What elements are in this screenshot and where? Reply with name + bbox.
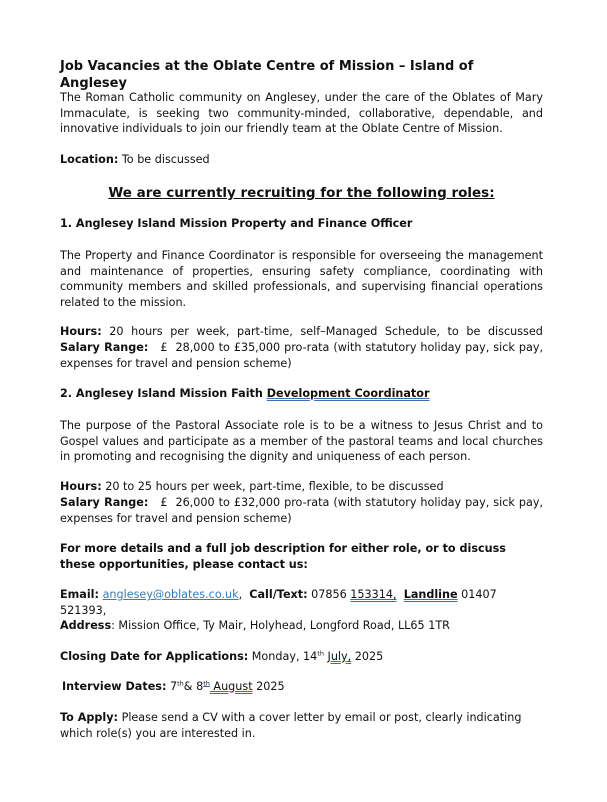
role2-heading xyxy=(60,386,543,402)
email-link[interactable]: anglesey@oblates.co.uk xyxy=(102,588,239,601)
location-label: Location: xyxy=(60,153,119,166)
location-line xyxy=(60,152,543,168)
role1-hours-word: per xyxy=(170,325,189,338)
apply-label: To Apply: xyxy=(60,711,119,724)
role1-salary-line xyxy=(60,340,543,371)
more-details-text: For more details and a full job description for either role, or to discuss these opportunities, please contact us: xyxy=(60,542,506,571)
role2-salary-label: Salary Range: xyxy=(60,496,149,509)
role2-hours-line xyxy=(60,479,543,495)
recruiting-heading: We are currently recruiting for the following roles: xyxy=(108,185,495,201)
role1-hours-word: part-time, xyxy=(236,325,293,338)
call-number-underlined: 153314, xyxy=(350,588,397,601)
landline-value: 01407 521393, xyxy=(60,588,497,617)
role1-hours-word: 20 xyxy=(109,325,124,338)
closing-year: 2025 xyxy=(351,650,384,663)
role1-hours-word: week, xyxy=(196,325,230,338)
closing-date-line xyxy=(60,649,543,665)
role1-hours-word: hours xyxy=(131,325,163,338)
interview-label: Interview Dates: xyxy=(62,680,167,693)
role1-description: The Property and Finance Coordinator is responsible for overseeing the management and maintenance of properties, ensuring safety compliance, coordinating with community members and skilled professionals, and supervising financial operations related to the mission. xyxy=(60,249,543,309)
role2-salary-line xyxy=(60,495,543,526)
role1-salary-label: Salary Range: xyxy=(60,341,149,354)
role1-hours-word: be xyxy=(466,325,481,338)
address-line xyxy=(60,618,543,634)
role1-hours-word: discussed xyxy=(487,325,543,338)
address-label: Address xyxy=(60,619,112,632)
interview-dates-line xyxy=(62,679,545,695)
role1-heading: 1. Anglesey Island Mission Property and Finance Officer xyxy=(60,217,413,230)
role2-description: The purpose of the Pastoral Associate role is to be a witness to Jesus Christ and to Gospel values and participate as a member of the pastoral teams and local churches in promoting and recognising the dignity and uniqueness of each person. xyxy=(60,419,543,463)
landline-label: Landline xyxy=(403,588,458,601)
call-label: Call/Text: xyxy=(249,588,308,601)
role1-hours-word: self–Managed xyxy=(300,325,378,338)
role2-salary-value: £ 26,000 to £32,000 pro-rata (with statutory holiday pay, sick pay, expenses for travel and pension scheme) xyxy=(60,496,543,525)
interview-sup1: th xyxy=(177,679,184,688)
role2-hours-label: Hours: xyxy=(60,480,102,493)
closing-prefix: Monday, 14 xyxy=(248,650,318,663)
interview-year: 2025 xyxy=(252,680,285,693)
closing-month: July, xyxy=(327,650,352,663)
apply-line xyxy=(60,710,543,741)
role2-hours-value: 20 to 25 hours per week, part-time, flexible, to be discussed xyxy=(101,480,444,493)
intro-paragraph: The Roman Catholic community on Anglesey, under the care of the Oblates of Mary Immaculate, is seeking two community-minded, collaborative, dependable, and innovative individuals to join our friendly team at the Oblate Centre of Mission. xyxy=(60,91,543,135)
role2-heading-prefix: 2. Anglesey Island Mission Faith xyxy=(60,387,267,400)
email-label: Email: xyxy=(60,588,99,601)
role1-salary-value: £ 28,000 to £35,000 pro-rata (with statutory holiday pay, sick pay, expenses for travel and pension scheme) xyxy=(60,341,543,370)
contact-line: Email: anglesey@oblates.co.uk, Call/Text: 07856 153314, Landline 01407 521393, xyxy=(60,588,497,617)
role1-hours-word: Schedule, xyxy=(384,325,440,338)
role1-hours-word: to xyxy=(447,325,459,338)
call-prefix: 07856 xyxy=(307,588,351,601)
page-title: Job Vacancies at the Oblate Centre of Mission – Island of Anglesey xyxy=(60,59,474,91)
closing-sup: th xyxy=(317,649,324,658)
closing-label: Closing Date for Applications: xyxy=(60,650,249,663)
interview-sup2: th xyxy=(203,679,210,688)
interview-month: August xyxy=(209,680,253,693)
role1-hours-label: Hours: xyxy=(60,325,102,338)
role2-heading-underlined: Development Coordinator xyxy=(266,387,430,400)
apply-value: Please send a CV with a cover letter by email or post, clearly indicating which role(s) you are interested in. xyxy=(60,711,522,740)
role1-hours-line xyxy=(60,324,543,340)
interview-mid: & 8 xyxy=(183,680,204,693)
address-value: : Mission Office, Ty Mair, Holyhead, Longford Road, LL65 1TR xyxy=(111,619,450,632)
interview-day1: 7 xyxy=(166,680,178,693)
location-value: To be discussed xyxy=(118,153,210,166)
